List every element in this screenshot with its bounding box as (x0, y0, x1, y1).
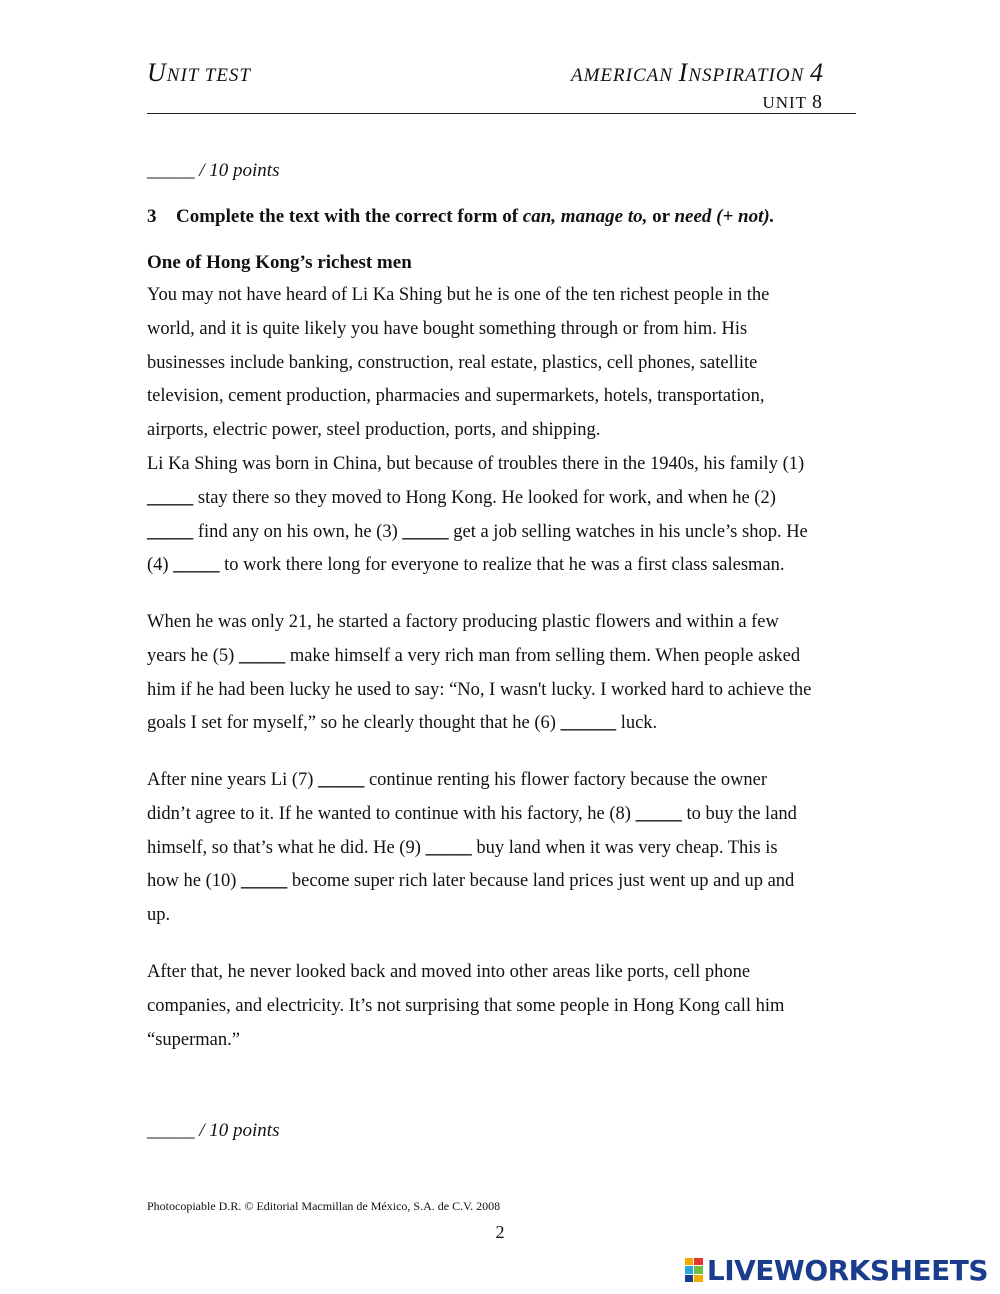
text-segment: continue renting his flower factory because the owner (364, 770, 768, 790)
text-line (147, 707, 859, 741)
answer-blank[interactable]: _____ (635, 803, 682, 824)
text-line (147, 380, 859, 414)
answer-blank[interactable]: _____ (147, 487, 194, 508)
text-segment: “superman.” (147, 1029, 240, 1050)
paragraph-2 (147, 606, 859, 741)
liveworksheets-logo: LIVEWORKSHEETS (685, 1253, 988, 1287)
answer-blank[interactable]: ______ (560, 713, 617, 734)
text-segment: didn’t agree to it. If he wanted to continue with his factory, he (8) (147, 803, 636, 824)
points-score-top: _____ / 10 points (147, 160, 280, 181)
article-title: One of Hong Kong’s richest men (147, 252, 412, 273)
text-segment: After that, he never looked back and moved into other areas like ports, cell phone (147, 962, 751, 982)
text-segment: companies, and electricity. It’s not surprising that some people in Hong Kong call him (147, 995, 785, 1016)
paragraph-3 (147, 764, 859, 933)
logo-mark-icon (685, 1258, 703, 1282)
answer-blank[interactable]: _____ (425, 837, 472, 858)
header-title-left: UNIT TEST (147, 58, 251, 87)
text-segment: find any on his own, he (3) (193, 521, 403, 542)
text-line (147, 482, 859, 516)
text-line (147, 764, 859, 798)
text-line (147, 516, 859, 550)
text-segment: Li Ka Shing was born in China, but because of troubles there in the 1940s, his family (1) (147, 453, 805, 474)
answer-blank[interactable]: _____ (402, 521, 449, 542)
text-segment: how he (10) (147, 871, 242, 892)
text-segment: to work there long for everyone to realize that he was a first class salesman. (219, 555, 785, 576)
paragraph-1 (147, 279, 859, 583)
text-line (147, 448, 859, 482)
text-segment: get a job selling watches in his uncle’s shop. He (448, 521, 808, 542)
text-line (147, 640, 859, 674)
text-line (147, 313, 859, 347)
text-segment: to buy the land (681, 803, 797, 824)
text-segment: You may not have heard of Li Ka Shing but he is one of the ten richest people in the (147, 285, 770, 305)
text-segment: become super rich later because land prices just went up and up and (287, 871, 795, 892)
text-line (147, 606, 859, 640)
text-line (147, 674, 859, 708)
text-segment: years he (5) (147, 645, 239, 666)
text-segment: businesses include banking, construction, real estate, plastics, cell phones, satellite (147, 352, 758, 373)
text-segment: him if he had been lucky he used to say: “No, I wasn't lucky. I worked hard to achieve the (147, 679, 812, 700)
text-line (147, 279, 859, 313)
header-divider (147, 113, 856, 114)
answer-blank[interactable]: _____ (173, 555, 220, 576)
text-line (147, 1024, 859, 1058)
text-line (147, 956, 859, 990)
text-segment: himself, so that’s what he did. He (9) (147, 837, 426, 858)
text-segment: airports, electric power, steel production, ports, and shipping. (147, 420, 601, 441)
text-line (147, 899, 859, 933)
exercise-instruction: 3 Complete the text with the correct form of can, manage to, or need (+ not). (147, 206, 775, 227)
copyright-notice: Photocopiable D.R. © Editorial Macmillan de México, S.A. de C.V. 2008 (147, 1199, 501, 1213)
header-unit: UNIT 8 (762, 91, 823, 113)
text-line (147, 832, 859, 866)
answer-blank[interactable]: _____ (241, 871, 288, 892)
text-segment: After nine years Li (7) (147, 770, 319, 790)
text-segment: make himself a very rich man from selling them. When people asked (285, 645, 801, 666)
answer-blank[interactable]: _____ (238, 645, 286, 666)
text-line (147, 798, 859, 832)
answer-blank[interactable]: _____ (147, 521, 194, 542)
page-number: 2 (495, 1222, 505, 1242)
paragraph-4 (147, 956, 859, 1057)
text-segment: goals I set for myself,” so he clearly thought that he (6) (147, 713, 561, 734)
text-line (147, 347, 859, 381)
text-line (147, 549, 859, 583)
text-segment: luck. (616, 713, 658, 734)
text-segment: world, and it is quite likely you have bought something through or from him. His (147, 318, 748, 339)
points-score-bottom: _____ / 10 points (147, 1120, 280, 1141)
text-segment: television, cement production, pharmacies and supermarkets, hotels, transportation, (147, 386, 765, 407)
text-segment: When he was only 21, he started a factory producing plastic flowers and within a few (147, 612, 779, 632)
text-line (147, 865, 859, 899)
text-line (147, 990, 859, 1024)
answer-blank[interactable]: _____ (318, 770, 365, 790)
text-segment: stay there so they moved to Hong Kong. He looked for work, and when he (2) (193, 487, 776, 508)
text-segment: (4) (147, 555, 174, 576)
text-segment: up. (147, 905, 171, 926)
header-title-right: AMERICAN INSPIRATION 4 (570, 58, 824, 87)
text-segment: buy land when it was very cheap. This is (471, 837, 778, 858)
text-line (147, 414, 859, 448)
